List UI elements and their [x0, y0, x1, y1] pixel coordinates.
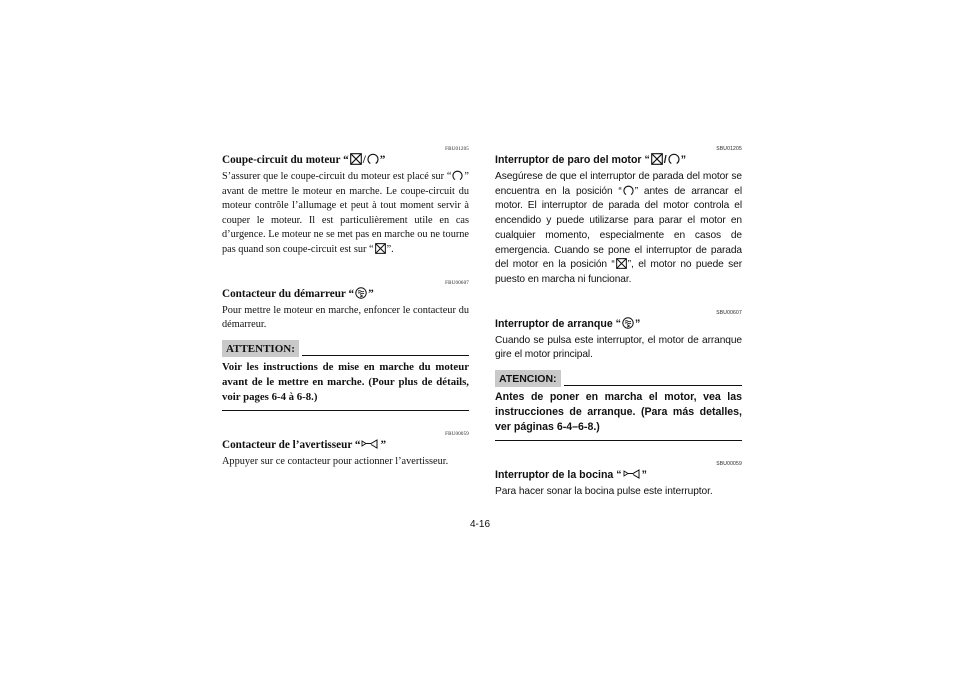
section-title-horn: Contacteur de l’avertisseur “ ”	[222, 438, 387, 451]
divider	[564, 385, 742, 386]
section-title-horn: Interruptor de la bocina “ ”	[495, 469, 647, 482]
engine-stop-off-icon	[616, 258, 627, 269]
page-number: 4-16	[470, 519, 491, 530]
section-body: Appuyer sur ce contacteur pour actionner l’avertisseur.	[222, 455, 449, 467]
engine-run-icon	[623, 185, 634, 196]
divider	[302, 355, 469, 356]
engine-stop-off-icon	[350, 153, 362, 165]
section-body: Cuando se pulsa este interruptor, el motor de arranque gire el motor principal.	[495, 334, 742, 361]
section-code: SBU01205	[716, 146, 742, 152]
section-code: SBU00059	[716, 461, 742, 468]
engine-run-icon	[367, 153, 379, 165]
starter-icon	[355, 287, 367, 299]
warning-label: ATTENTION:	[222, 340, 299, 357]
french-column	[222, 146, 469, 469]
engine-run-icon	[452, 170, 463, 181]
warning-header	[495, 370, 742, 387]
horn-icon	[623, 469, 641, 480]
horn-icon	[361, 439, 379, 450]
section-body: Asegúrese de que el interruptor de parada del motor se encuentra en la posición “ ” antes de arrancar el motor. El interruptor de parada del motor controla el encendido y puede utilizarse para parar el motor en cualquier momento, especialmente en casos de emergencia. Cuando se pone el interruptor de parada del motor en la posición “ ”, el motor no puede ser puesto en marcha ni funcionar.	[495, 171, 743, 285]
spanish-column	[495, 146, 742, 500]
section-title-starter: Interruptor de arranque “ ”	[495, 317, 641, 330]
warning-body: Voir les instructions de mise en marche du moteur avant de le mettre en marche. (Pour plus de détails, voir pages 6-4 à 6-8.)	[222, 360, 469, 411]
section-code: FBU00607	[445, 280, 469, 286]
section-code: SBU00607	[716, 309, 742, 316]
section-title-engine-stop: Coupe-circuit du moteur “ / ”	[222, 154, 386, 166]
warning-label: ATENCION:	[495, 370, 561, 387]
section-body: Para hacer sonar la bocina pulse este interruptor.	[495, 486, 713, 498]
engine-run-icon	[668, 153, 680, 165]
section-title-engine-stop: Interruptor de paro del motor “ / ”	[495, 154, 687, 166]
engine-stop-off-icon	[375, 243, 386, 254]
starter-icon	[622, 317, 634, 329]
section-title-starter: Contacteur du démarreur “ ”	[222, 287, 374, 300]
engine-stop-off-icon	[651, 153, 663, 165]
section-code: FBU01205	[445, 147, 469, 152]
warning-header	[222, 340, 469, 357]
section-body: S’assurer que le coupe-circuit du moteur est placé sur “ ” avant de mettre le moteur en marche. Le coupe-circuit du moteur contrôle l’allumage et peut à tout moment servir à couper le moteur. Il est particulièrement utile en cas d’urgence. Le moteur ne se met pas en marche ou ne tourne pas quand son coupe-circuit est sur “ ”.	[222, 171, 469, 255]
warning-body: Antes de poner en marcha el motor, vea las instrucciones de arranque. (Para más detalles, ver páginas 6-4–6-8.)	[495, 390, 742, 441]
section-code: FBU00059	[445, 431, 469, 437]
section-body: Pour mettre le moteur en marche, enfoncer le contacteur du démarreur.	[222, 304, 469, 331]
